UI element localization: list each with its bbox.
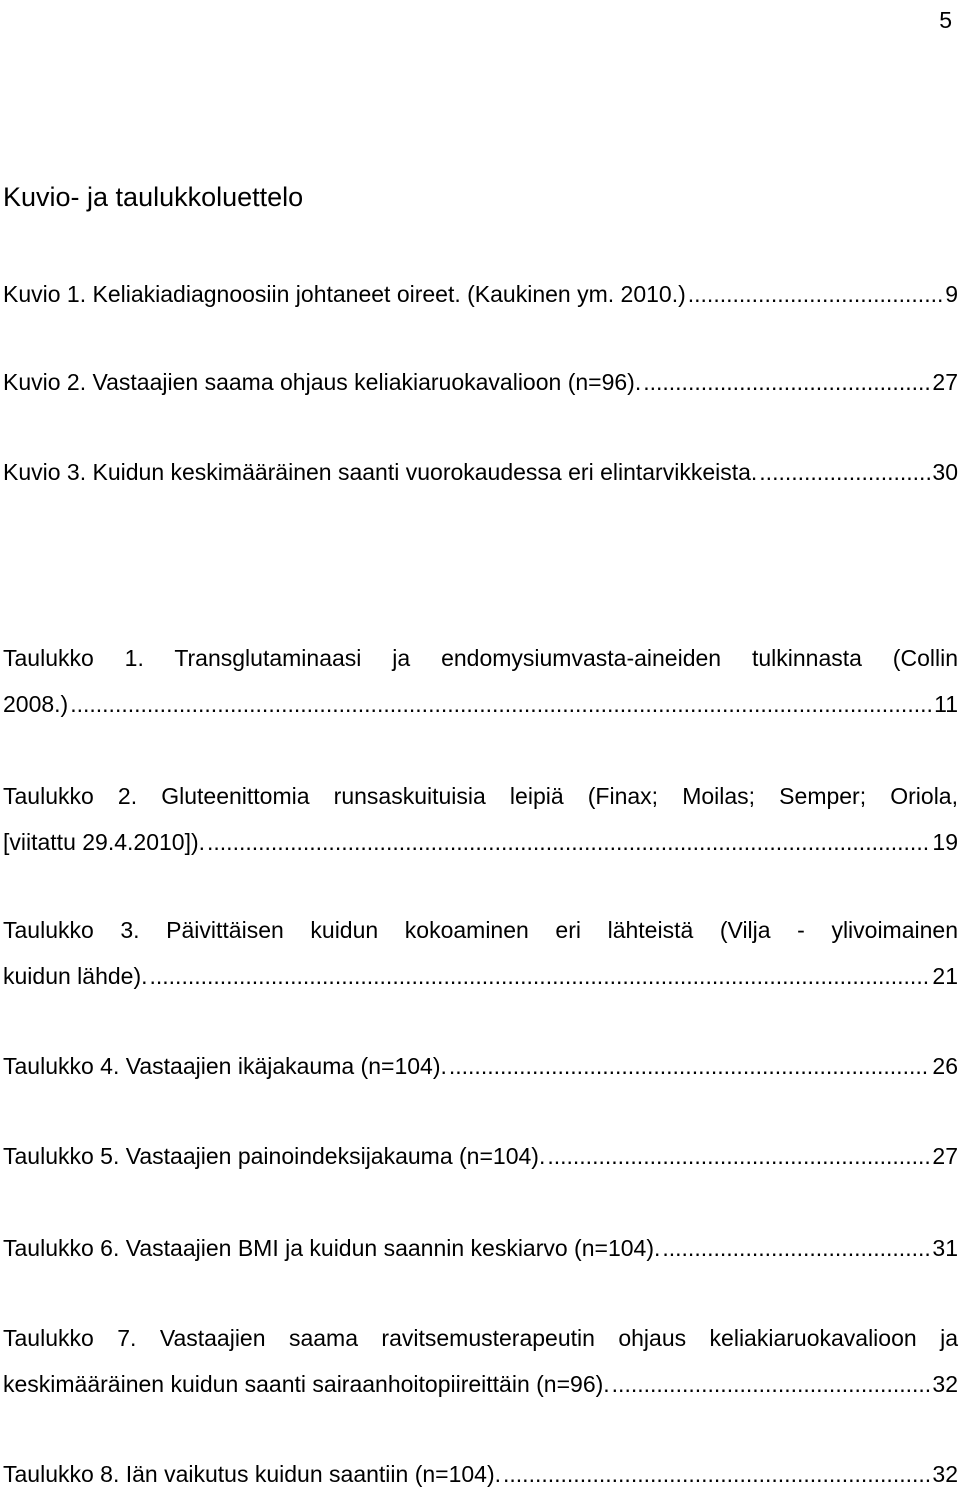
toc-entry-text: Taulukko 1. Transglutaminaasi ja endomysiumvasta-aineiden tulkinnasta (Collin [3, 645, 958, 671]
toc-page-number: 11 [934, 691, 958, 717]
toc-page-number: 32 [932, 1371, 958, 1397]
toc-entry-text: Taulukko 2. Gluteenittomia runsaskuituisia leipiä (Finax; Moilas; Semper; Oriola, [3, 783, 958, 809]
toc-entry-text: Taulukko 5. Vastaajien painoindeksijakauma (n=104). [3, 1143, 546, 1169]
toc-page-number: 27 [932, 1143, 958, 1169]
toc-page-number: 21 [932, 963, 958, 989]
toc-page-number: 30 [932, 459, 958, 485]
dot-leader [547, 1142, 930, 1170]
toc-page-number: 19 [932, 829, 958, 855]
toc-entry-text: Taulukko 7. Vastaajien saama ravitsemusterapeutin ohjaus keliakiaruokavalioon ja [3, 1325, 958, 1351]
toc-entry-figure-3[interactable] [3, 458, 958, 504]
toc-entry-table-7[interactable] [3, 1324, 958, 1416]
dot-leader [70, 690, 932, 718]
toc-entry-text-continued: keskimääräinen kuidun saanti sairaanhoitopiireittäin (n=96). [3, 1371, 610, 1397]
dot-leader [150, 962, 931, 990]
toc-page-number: 26 [932, 1053, 958, 1079]
dot-leader [662, 1234, 930, 1262]
toc-page-number: 27 [932, 369, 958, 395]
toc-entry-table-8[interactable] [3, 1460, 958, 1490]
dot-leader [688, 280, 943, 308]
toc-entry-text: Kuvio 3. Kuidun keskimääräinen saanti vuorokaudessa eri elintarvikkeista. [3, 459, 758, 485]
toc-entry-table-5[interactable] [3, 1142, 958, 1188]
toc-page-number: 31 [932, 1235, 958, 1261]
dot-leader [207, 828, 930, 856]
toc-entry-text-continued: [viitattu 29.4.2010]). [3, 829, 206, 855]
toc-entry-table-3[interactable] [3, 916, 958, 1008]
toc-entry-text: Kuvio 1. Keliakiadiagnoosiin johtaneet oireet. (Kaukinen ym. 2010.) [3, 281, 686, 307]
page-heading: Kuvio- ja taulukkoluettelo [3, 182, 304, 212]
toc-entry-table-1[interactable] [3, 644, 958, 736]
dot-leader [449, 1052, 931, 1080]
dot-leader [503, 1460, 930, 1488]
toc-page-number: 9 [945, 281, 958, 307]
toc-entry-text: Taulukko 3. Päivittäisen kuidun kokoaminen eri lähteistä (Vilja - ylivoimainen [3, 917, 958, 943]
toc-entry-figure-1[interactable] [3, 280, 958, 326]
toc-entry-table-2[interactable] [3, 782, 958, 874]
toc-entry-table-6[interactable] [3, 1234, 958, 1280]
page-number: 5 [939, 7, 952, 33]
toc-entry-text: Taulukko 4. Vastaajien ikäjakauma (n=104). [3, 1053, 447, 1079]
dot-leader [643, 368, 930, 396]
toc-page-number: 32 [932, 1461, 958, 1487]
toc-entry-table-4[interactable] [3, 1052, 958, 1098]
toc-entry-text-continued: 2008.) [3, 691, 69, 717]
toc-entry-figure-2[interactable] [3, 368, 958, 414]
toc-entry-text: Kuvio 2. Vastaajien saama ohjaus keliakiaruokavalioon (n=96). [3, 369, 642, 395]
toc-entry-text: Taulukko 6. Vastaajien BMI ja kuidun saannin keskiarvo (n=104). [3, 1235, 661, 1261]
dot-leader [612, 1370, 931, 1398]
dot-leader [759, 458, 930, 486]
toc-entry-text: Taulukko 8. Iän vaikutus kuidun saantiin (n=104). [3, 1461, 502, 1487]
toc-entry-text-continued: kuidun lähde). [3, 963, 148, 989]
